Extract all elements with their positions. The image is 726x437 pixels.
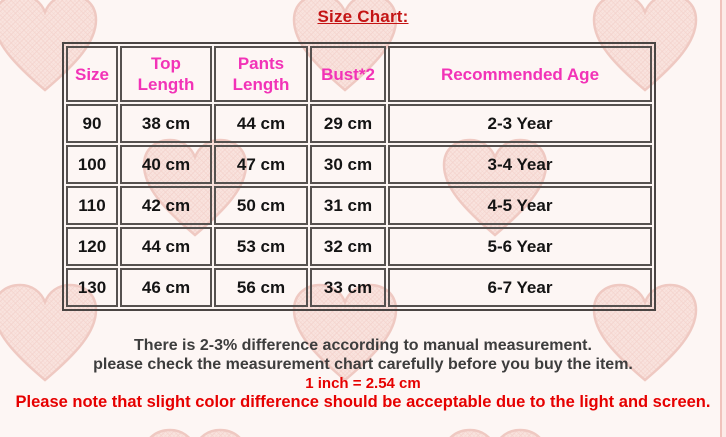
cell-size: 100 [66, 145, 118, 184]
cell-bust: 29 cm [310, 104, 386, 143]
page-title: Size Chart: [317, 7, 409, 26]
cell-age: 4-5 Year [388, 186, 652, 225]
cell-top-length: 38 cm [120, 104, 212, 143]
cell-pants-length: 53 cm [214, 227, 308, 266]
col-header-recommended-age: Recommended Age [388, 46, 652, 102]
cell-age: 6-7 Year [388, 268, 652, 307]
footer-notes [0, 337, 726, 412]
note-measurement-difference: There is 2-3% difference according to manual measurement. [134, 337, 592, 354]
col-header-top-length: Top Length [120, 46, 212, 102]
cell-pants-length: 47 cm [214, 145, 308, 184]
col-header-bust: Bust*2 [310, 46, 386, 102]
cell-age: 5-6 Year [388, 227, 652, 266]
table-row [66, 186, 652, 225]
table-header-row [66, 46, 652, 102]
cell-top-length: 40 cm [120, 145, 212, 184]
cell-bust: 31 cm [310, 186, 386, 225]
table-row [66, 104, 652, 143]
cell-bust: 32 cm [310, 227, 386, 266]
table-row [66, 145, 652, 184]
note-color-difference: Please note that slight color difference should be acceptable due to the light and screen. [15, 393, 711, 411]
cell-top-length: 46 cm [120, 268, 212, 307]
cell-top-length: 42 cm [120, 186, 212, 225]
cell-pants-length: 44 cm [214, 104, 308, 143]
cell-size: 120 [66, 227, 118, 266]
note-check-chart: please check the measurement chart carefully before you buy the item. [93, 355, 633, 373]
cell-age: 2-3 Year [388, 104, 652, 143]
note-inch-conversion: 1 inch = 2.54 cm [305, 375, 421, 392]
table-row [66, 268, 652, 307]
cell-size: 110 [66, 186, 118, 225]
cell-size: 90 [66, 104, 118, 143]
cell-top-length: 44 cm [120, 227, 212, 266]
size-chart-table [62, 42, 656, 311]
cell-size: 130 [66, 268, 118, 307]
cell-pants-length: 50 cm [214, 186, 308, 225]
cell-bust: 33 cm [310, 268, 386, 307]
col-header-pants-length: Pants Length [214, 46, 308, 102]
table-row [66, 227, 652, 266]
cell-pants-length: 56 cm [214, 268, 308, 307]
col-header-size: Size [66, 46, 118, 102]
cell-bust: 30 cm [310, 145, 386, 184]
cell-age: 3-4 Year [388, 145, 652, 184]
